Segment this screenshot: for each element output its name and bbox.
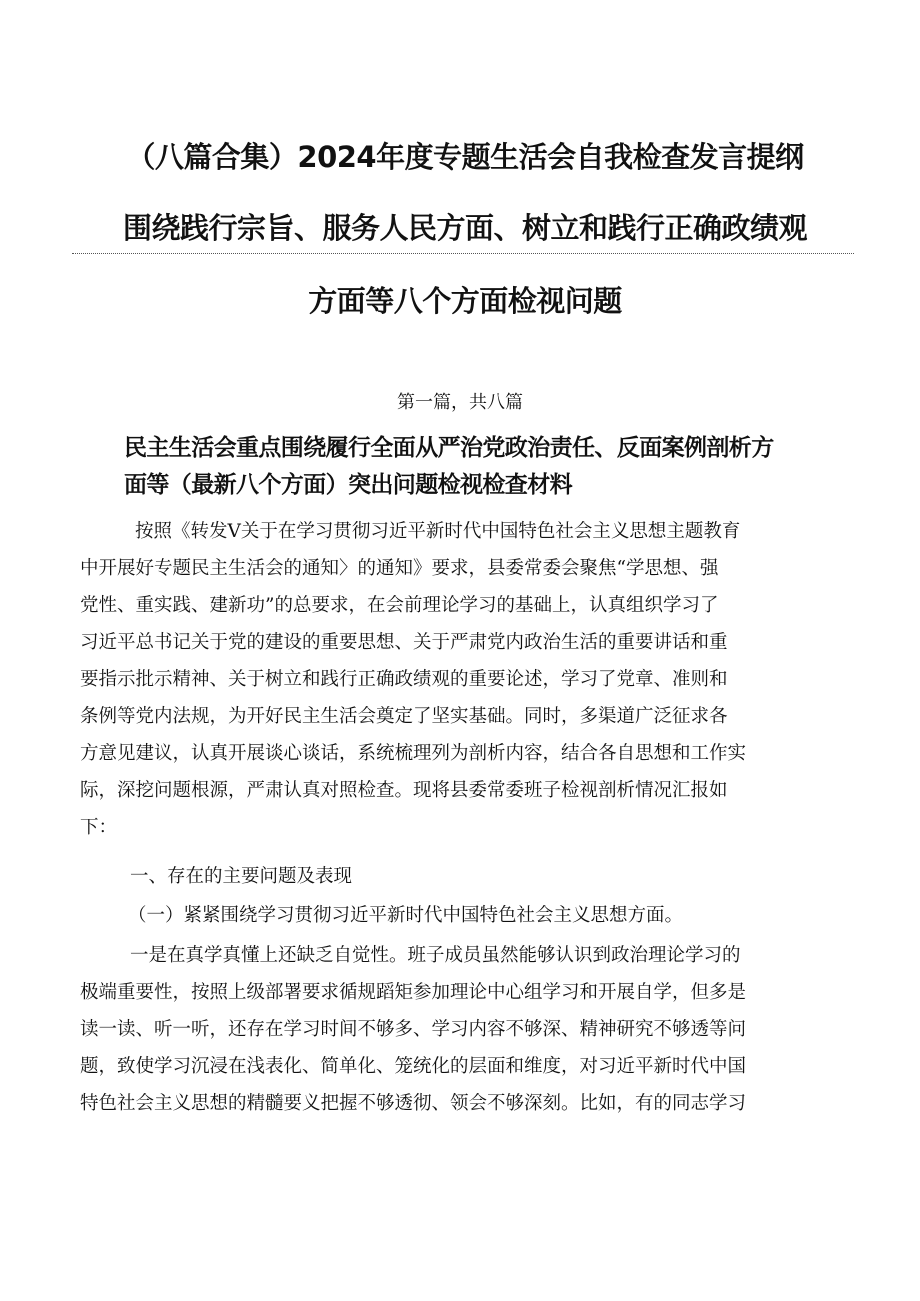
intro-line: 际，深挖问题根源，严肃认真对照检查。现将县委常委班子检视剖析情况汇报如 [80, 780, 728, 801]
intro-line: 习近平总书记关于党的建设的重要思想、关于严肃党内政治生活的重要讲话和重 [80, 632, 728, 653]
intro-line: 条例等党内法规，为开好民主生活会奠定了坚实基础。同时，多渠道广泛征求各 [80, 706, 728, 727]
body-line: 读一读、听一听，还存在学习时间不够多、学习内容不够深、精神研究不够透等问 [80, 1019, 747, 1040]
series-label: 第一篇，共八篇 [397, 392, 523, 413]
document-title-line-1: （八篇合集）2024年度专题生活会自我检查发言提纲 [126, 140, 804, 174]
intro-line: 方意见建议，认真开展谈心谈话，系统梳理列为剖析内容，结合各自思想和工作实 [80, 743, 747, 764]
subtitle-line-1: 民主生活会重点围绕履行全面从严治党政治责任、反面案例剖析方 [124, 435, 774, 461]
subsection-heading: （一）紧紧围绕学习贯彻习近平新时代中国特色社会主义思想方面。 [128, 905, 684, 926]
subtitle-line-2: 面等（最新八个方面）突出问题检视检查材料 [124, 472, 573, 498]
body-line: 一是在真学真懂上还缺乏自觉性。班子成员虽然能够认识到政治理论学习的 [130, 945, 741, 966]
section-heading: 一、存在的主要问题及表现 [130, 866, 353, 887]
document-title-line-3: 方面等八个方面检视问题 [308, 284, 622, 318]
body-line: 特色社会主义思想的精髓要义把握不够透彻、领会不够深刻。比如，有的同志学习 [80, 1093, 747, 1114]
body-line: 题，致使学习沉浸在浅表化、简单化、笼统化的层面和维度，对习近平新时代中国 [80, 1056, 747, 1077]
intro-line: 按照《转发Ⅴ关于在学习贯彻习近平新时代中国特色社会主义思想主题教育 [135, 521, 741, 542]
intro-line: 要指示批示精神、关于树立和践行正确政绩观的重要论述，学习了党章、准则和 [80, 669, 728, 690]
intro-line: 中开展好专题民主生活会的通知〉的通知》要求，县委常委会聚焦“学思想、强 [80, 558, 719, 579]
intro-line: 下： [80, 817, 118, 838]
intro-line: 党性、重实践、建新功”的总要求，在会前理论学习的基础上，认真组织学习了 [80, 595, 719, 616]
title-divider [72, 253, 854, 254]
body-line: 极端重要性，按照上级部署要求循规蹈矩参加理论中心组学习和开展自学，但多是 [80, 982, 747, 1003]
document-title-line-2: 围绕践行宗旨、服务人民方面、树立和践行正确政绩观 [122, 211, 807, 245]
